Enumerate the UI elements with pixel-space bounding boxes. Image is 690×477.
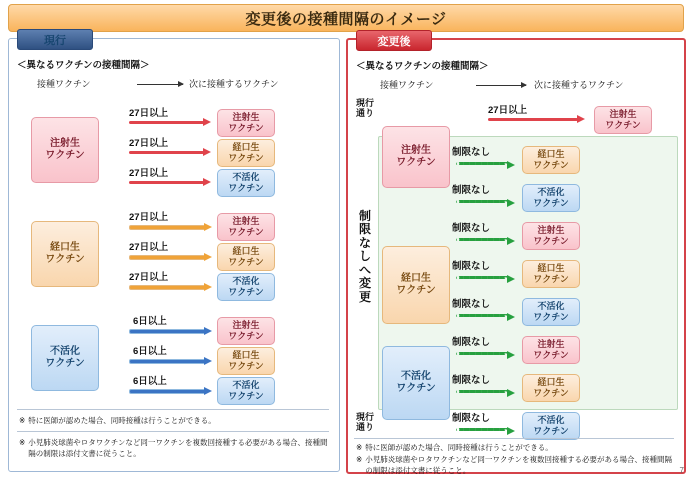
left-arrow-3-2 xyxy=(129,359,206,364)
right-target-2-2: 経口生 ワクチン xyxy=(522,260,580,288)
right-target-1-1: 注射生 ワクチン xyxy=(594,106,652,134)
right-interval-2-1: 制限なし xyxy=(452,223,491,234)
left-flow-arrow xyxy=(137,84,183,85)
tab-current xyxy=(17,29,93,50)
left-col-to: 次に接種するワクチン xyxy=(189,79,279,89)
left-note-2-mark: ※ xyxy=(19,438,26,447)
left-target-1-3: 不活化 ワクチン xyxy=(217,169,275,197)
right-source-1-label: 注射生 ワクチン xyxy=(396,144,436,168)
left-arrow-3-3 xyxy=(129,389,206,394)
left-target-3-2: 経口生 ワクチン xyxy=(217,347,275,375)
left-subhead: ＜異なるワクチンの接種間隔＞ xyxy=(17,60,150,71)
right-subhead: ＜異なるワクチンの接種間隔＞ xyxy=(356,61,489,72)
left-source-3-label: 不活化 ワクチン xyxy=(45,345,85,369)
left-note-2-text: 小児肺炎球菌やロタワクチンなど同一ワクチンを複数回接種する必要がある場合、接種間隔の制限は添付文書に従うこと。 xyxy=(28,438,328,459)
left-arrow-1-2 xyxy=(129,151,204,154)
right-arrow-2-3 xyxy=(456,314,508,317)
right-target-3-2: 経口生 ワクチン xyxy=(522,374,580,402)
right-source-2-label: 経口生 ワクチン xyxy=(396,272,436,296)
right-interval-1-1: 27日以上 xyxy=(488,105,528,116)
left-interval-1-1: 27日以上 xyxy=(129,108,169,119)
left-divider-1 xyxy=(17,409,329,410)
left-arrow-2-1 xyxy=(129,225,206,230)
left-note-1-mark: ※ xyxy=(19,416,26,425)
right-notes-2 xyxy=(356,454,676,477)
right-side-main-label: 制 限 な し へ 変 更 xyxy=(358,209,371,304)
right-arrow-1-3 xyxy=(456,200,508,203)
panel-current xyxy=(8,34,340,472)
left-source-box-2 xyxy=(31,221,99,287)
left-target-2-3: 不活化 ワクチン xyxy=(217,273,275,301)
right-target-3-1: 注射生 ワクチン xyxy=(522,336,580,364)
right-source-box-3 xyxy=(382,346,450,420)
right-arrow-3-3 xyxy=(456,428,508,431)
left-interval-2-1: 27日以上 xyxy=(129,212,169,223)
left-target-1-2: 経口生 ワクチン xyxy=(217,139,275,167)
right-target-2-3: 不活化 ワクチン xyxy=(522,298,580,326)
left-interval-2-3: 27日以上 xyxy=(129,272,169,283)
right-target-1-2: 経口生 ワクチン xyxy=(522,146,580,174)
left-source-2-label: 経口生 ワクチン xyxy=(45,241,85,265)
right-interval-2-3: 制限なし xyxy=(452,299,491,310)
right-arrow-1-1 xyxy=(488,118,578,121)
right-target-1-3: 不活化 ワクチン xyxy=(522,184,580,212)
slide-title-bar xyxy=(8,4,684,32)
right-interval-2-2: 制限なし xyxy=(452,261,491,272)
page-number: 7 xyxy=(679,466,684,475)
left-target-3-1: 注射生 ワクチン xyxy=(217,317,275,345)
right-note-1-text: 特に医師が認めた場合、同時接種は行うことができる。 xyxy=(365,443,553,452)
right-interval-1-2: 制限なし xyxy=(452,147,491,158)
left-col-from: 接種ワクチン xyxy=(37,79,91,89)
right-side-bottom-label: 現行 通り xyxy=(355,412,374,433)
left-arrow-1-1 xyxy=(129,121,204,124)
left-arrow-2-3 xyxy=(129,285,206,290)
left-arrow-1-3 xyxy=(129,181,204,184)
left-arrow-3-1 xyxy=(129,329,206,334)
left-divider-2 xyxy=(17,431,329,432)
right-note-2-text: 小児肺炎球菌やロタワクチンなど同一ワクチンを複数回接種する必要がある場合、接種間隔の制限は添付文書に従うこと。 xyxy=(365,455,673,476)
right-source-box-1 xyxy=(382,126,450,188)
right-arrow-1-2 xyxy=(456,162,508,165)
left-interval-3-3: 6日以上 xyxy=(133,376,167,387)
right-target-2-1: 注射生 ワクチン xyxy=(522,222,580,250)
left-notes-2 xyxy=(19,437,329,460)
left-target-2-2: 経口生 ワクチン xyxy=(217,243,275,271)
right-interval-3-3: 制限なし xyxy=(452,413,491,424)
right-col-from: 接種ワクチン xyxy=(380,80,434,90)
right-interval-3-1: 制限なし xyxy=(452,337,491,348)
left-note-1-text: 特に医師が認めた場合、同時接種は行うことができる。 xyxy=(28,416,216,425)
tab-new-label: 変更後 xyxy=(377,35,411,48)
right-note-2-mark: ※ xyxy=(356,455,363,464)
left-target-1-1: 注射生 ワクチン xyxy=(217,109,275,137)
right-interval-1-3: 制限なし xyxy=(452,185,491,196)
panel-new xyxy=(346,35,686,476)
left-target-2-1: 注射生 ワクチン xyxy=(217,213,275,241)
left-interval-3-2: 6日以上 xyxy=(133,346,167,357)
right-interval-3-2: 制限なし xyxy=(452,375,491,386)
left-target-3-3: 不活化 ワクチン xyxy=(217,377,275,405)
left-interval-3-1: 6日以上 xyxy=(133,316,167,327)
page-title: 変更後の接種間隔のイメージ xyxy=(245,10,447,28)
left-source-1-label: 注射生 ワクチン xyxy=(45,137,85,161)
right-side-top-label: 現行 通り xyxy=(355,98,374,119)
right-arrow-2-2 xyxy=(456,276,508,279)
left-notes xyxy=(19,415,329,426)
tab-new xyxy=(356,30,432,51)
right-note-1-mark: ※ xyxy=(356,443,363,452)
right-arrow-3-2 xyxy=(456,390,508,393)
left-interval-2-2: 27日以上 xyxy=(129,242,169,253)
tab-current-label: 現行 xyxy=(44,34,66,47)
left-source-box-3 xyxy=(31,325,99,391)
right-arrow-2-1 xyxy=(456,238,508,241)
right-notes-1 xyxy=(356,442,676,453)
left-arrow-2-2 xyxy=(129,255,206,260)
left-interval-1-3: 27日以上 xyxy=(129,168,169,179)
left-interval-1-2: 27日以上 xyxy=(129,138,169,149)
right-col-to: 次に接種するワクチン xyxy=(534,80,624,90)
right-arrow-3-1 xyxy=(456,352,508,355)
right-divider-1 xyxy=(354,438,674,439)
right-source-box-2 xyxy=(382,246,450,324)
right-flow-arrow xyxy=(476,85,526,86)
right-source-3-label: 不活化 ワクチン xyxy=(396,370,436,394)
right-target-3-3: 不活化 ワクチン xyxy=(522,412,580,440)
left-source-box-1 xyxy=(31,117,99,183)
